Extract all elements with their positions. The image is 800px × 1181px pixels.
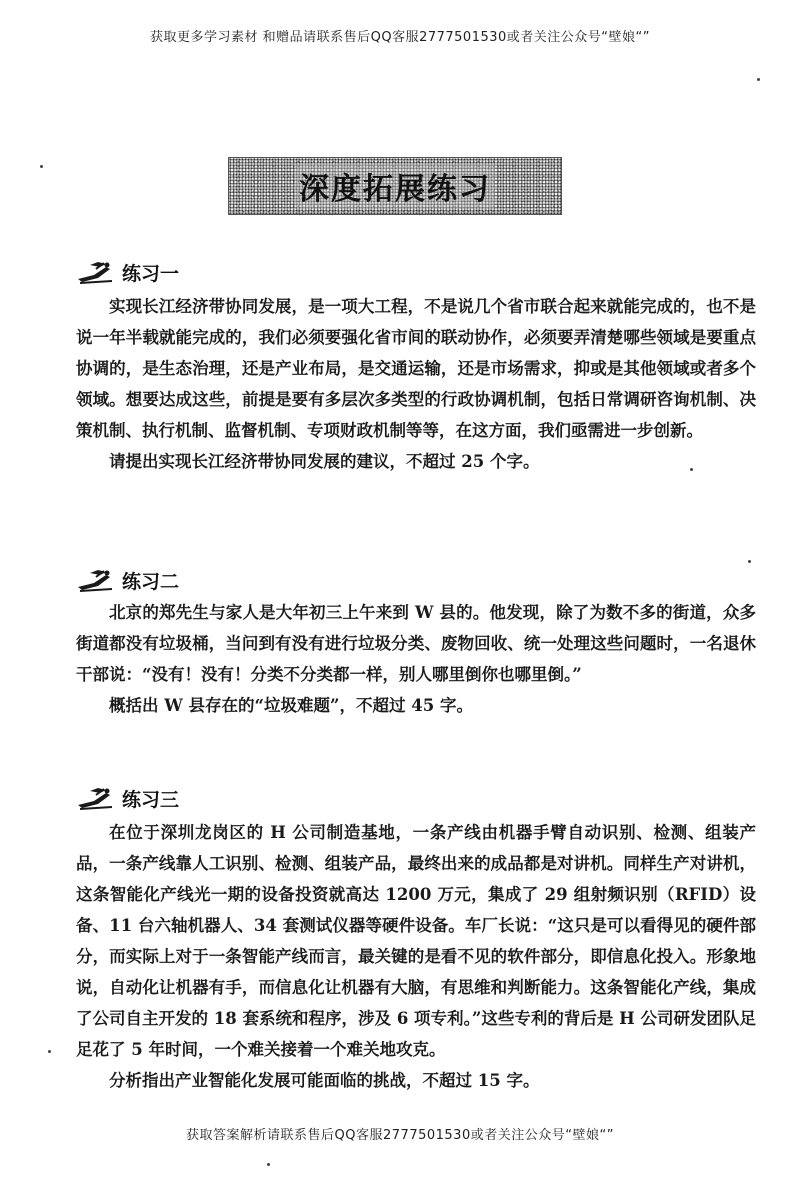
exercise-question: 请提出实现长江经济带协同发展的建议，不超过 25 个字。 — [109, 452, 540, 471]
section-header — [76, 783, 756, 813]
scan-speck — [757, 78, 760, 81]
exercise-section-2 — [76, 565, 756, 721]
header-note: 获取更多学习素材 和赠品请联系售后QQ客服2777501530或者关注公众号“壁娘“” — [149, 30, 650, 45]
title-banner — [228, 157, 562, 215]
exercise-question: 分析指出产业智能化发展可能面临的挑战，不超过 15 字。 — [109, 1071, 540, 1090]
hand-writing-icon — [76, 785, 114, 811]
exercise-text: 实现长江经济带协同发展，是一项大工程，不是说几个省市联合起来就能完成的，也不是说一年半载就能完成的，我们必须要强化省市间的联动协作，必须要弄清楚哪些领域是要重点协调的，是生态治理，还是产业布局，是交通运输，还是市场需求，抑或是其他领域或者多个领域。想要达成这些，前提是要有多层次多类型的行政协调机制，包括日常调研咨询机制、决策机制、执行机制、监督机制、专项财政机制等等，在这方面，我们亟需进一步创新。 — [76, 297, 756, 440]
section-header — [76, 565, 756, 595]
scan-speck — [48, 1050, 51, 1053]
section-header — [76, 257, 756, 287]
hand-writing-icon — [76, 259, 114, 285]
exercise-section-1 — [76, 257, 756, 477]
exercise-question: 概括出 W 县存在的“垃圾难题”，不超过 45 字。 — [109, 696, 473, 715]
exercise-section-3 — [76, 783, 756, 1096]
section-title: 练习二 — [122, 570, 180, 593]
scan-speck — [690, 468, 693, 471]
scan-speck — [267, 1163, 270, 1166]
page-title: 深度拓展练习 — [295, 164, 495, 208]
section-title: 练习一 — [122, 262, 180, 285]
scan-speck — [748, 560, 751, 563]
section-title: 练习三 — [122, 788, 180, 811]
hand-writing-icon — [76, 567, 114, 593]
scan-speck — [40, 165, 43, 168]
footer-note: 获取答案解析请联系售后QQ客服2777501530或者关注公众号“壁娘“” — [186, 1128, 614, 1143]
exercise-text: 在位于深圳龙岗区的 H 公司制造基地，一条产线由机器手臂自动识别、检测、组装产品，一条产线靠人工识别、检测、组装产品，最终出来的成品都是对讲机。同样生产对讲机，这条智能化产线光一期的设备投资就高达 1200 万元，集成了 29 组射频识别（RFID）设备、11 台六轴机器人、34 套测试仪器等硬件设备。车厂长说：“这只是可以看得见的硬件部分，而实际上对于一条智能产线而言，最关键的是看不见的软件部分，即信息化投入。形象地说，自动化让机器有手，而信息化让机器有大脑，有思维和判断能力。这条智能化产线，集成了公司自主开发的 18 套系统和程序，涉及 6 项专利。”这些专利的背后是 H 公司研发团队足足花了 5 年时间，一个难关接着一个难关地攻克。 — [76, 823, 756, 1059]
exercise-text: 北京的郑先生与家人是大年初三上午来到 W 县的。他发现，除了为数不多的街道，众多街道都没有垃圾桶，当问到有没有进行垃圾分类、废物回收、统一处理这些问题时，一名退休干部说：“没有！没有！分类不分类都一样，别人哪里倒你也哪里倒。” — [76, 603, 756, 684]
